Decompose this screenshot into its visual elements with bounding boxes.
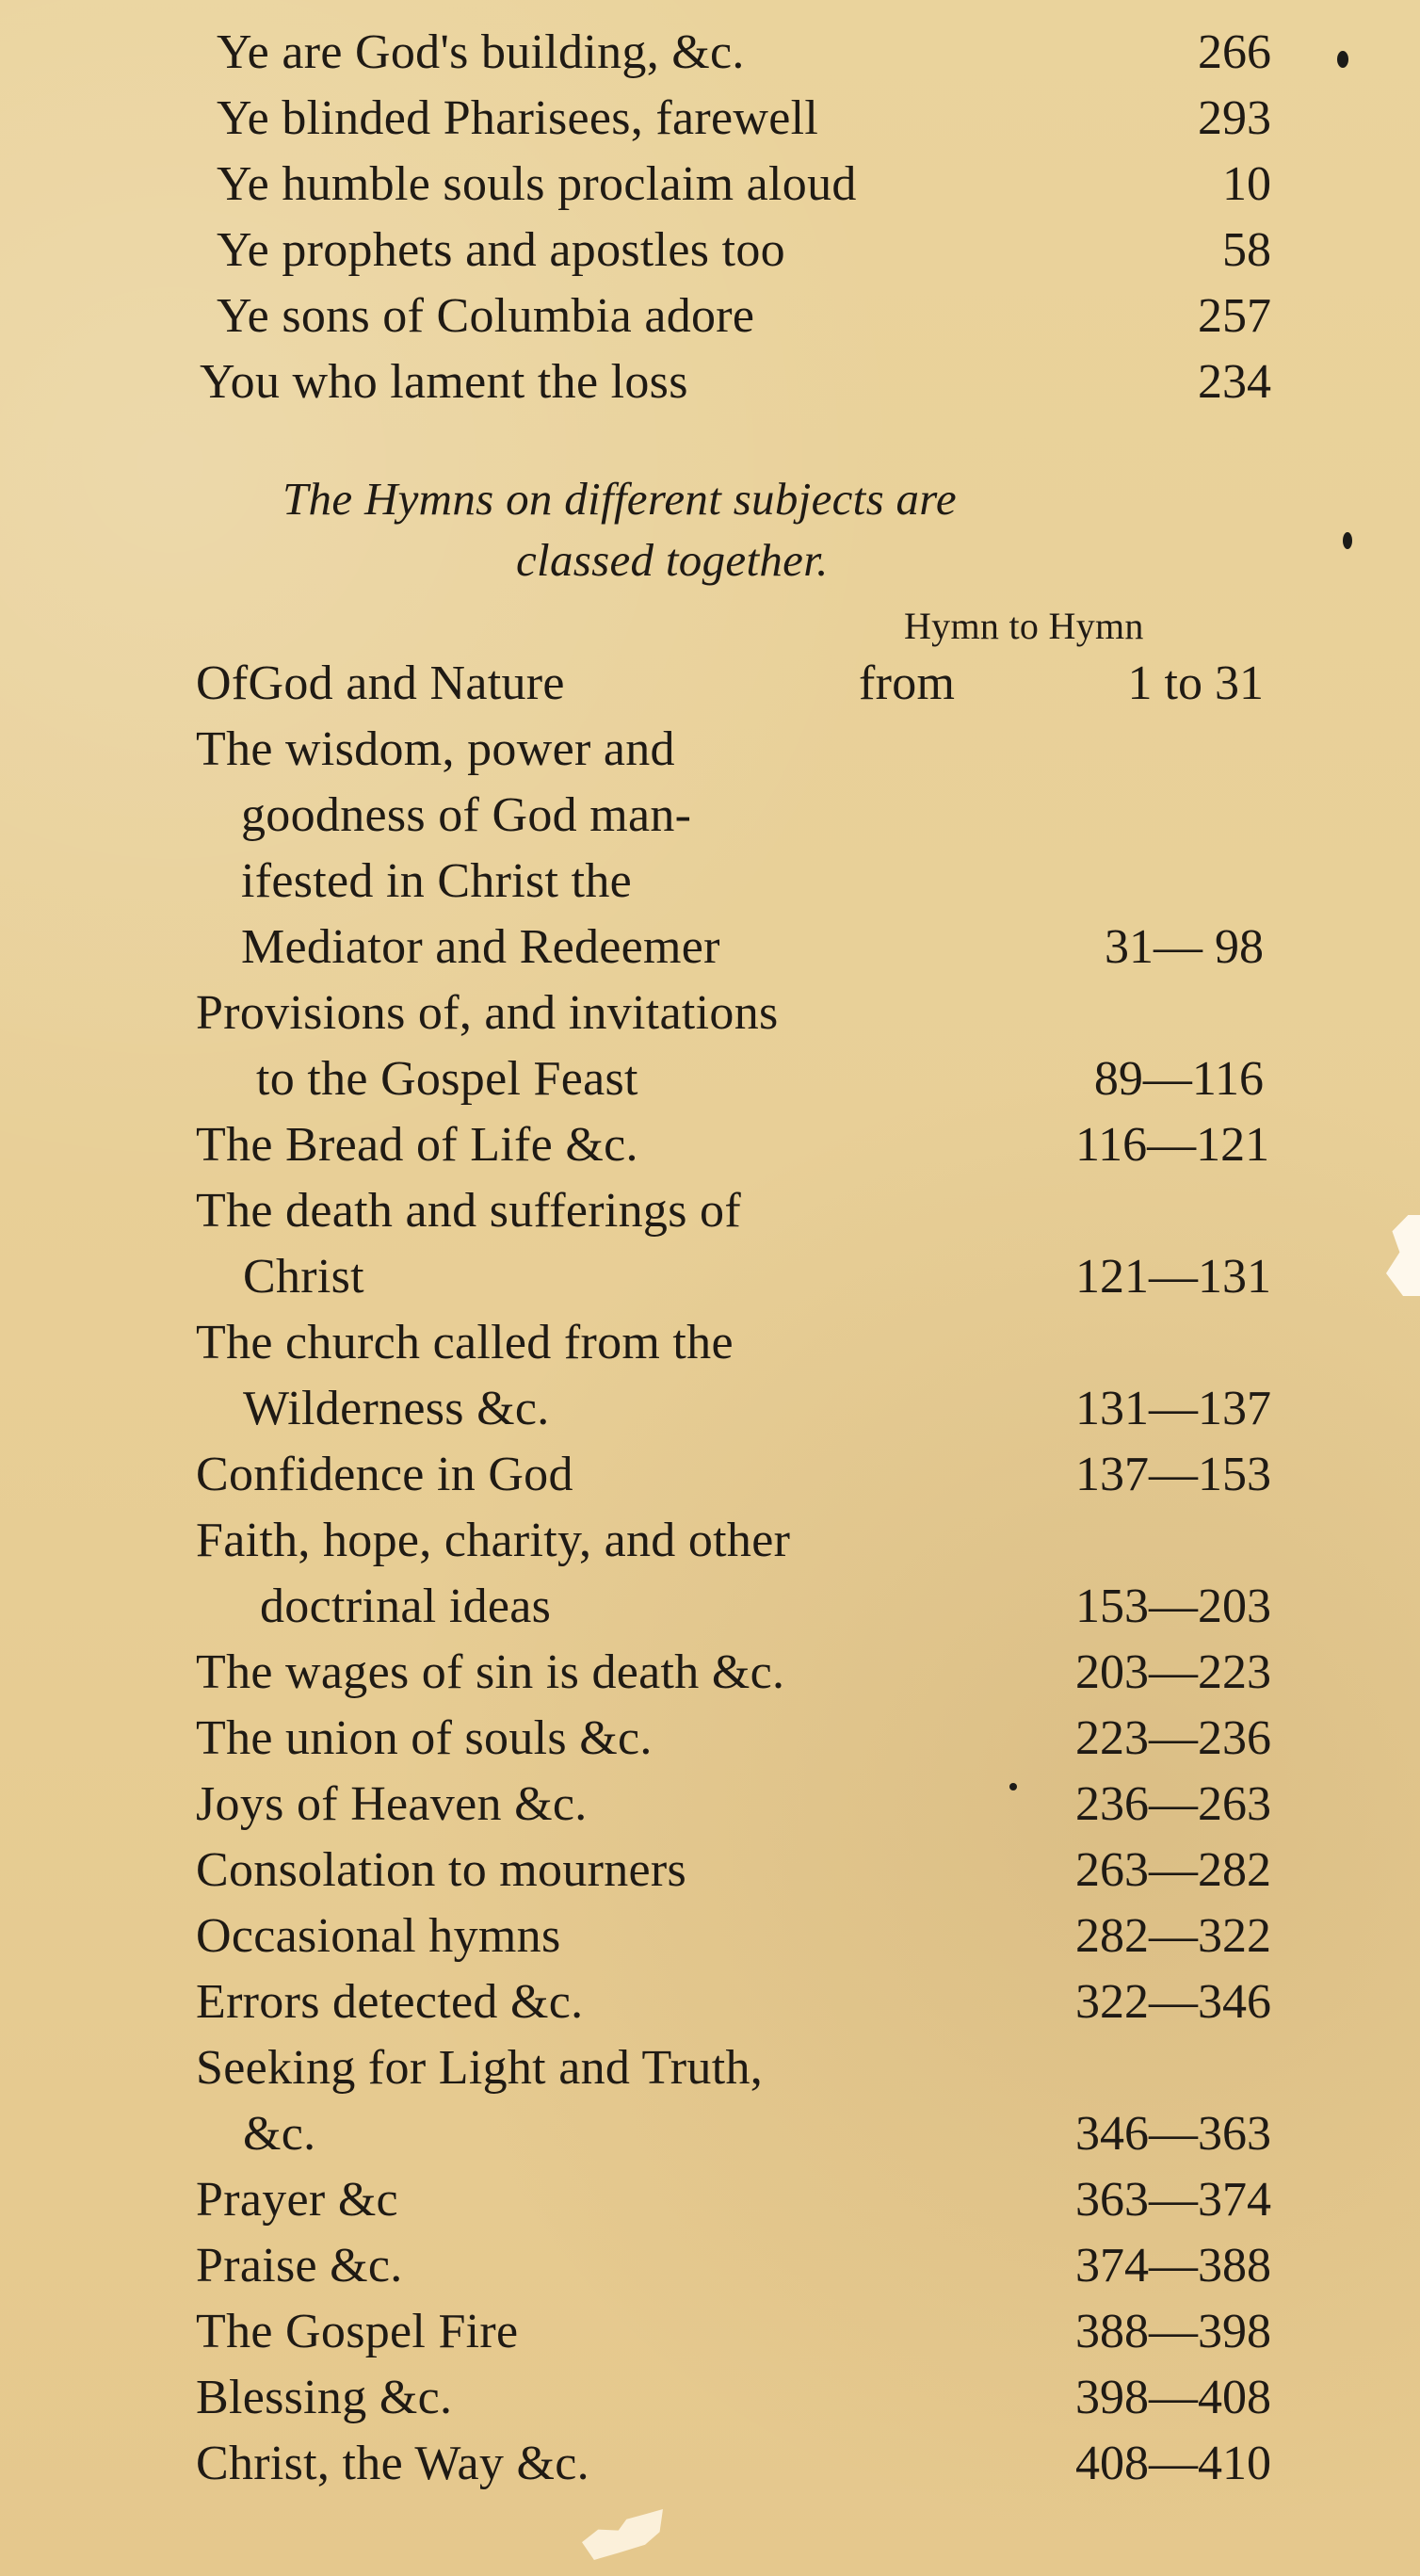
subject-2-line-2: goodness of God man-	[241, 788, 692, 842]
subject-heading-line-2: classed together.	[516, 534, 829, 586]
subject-3-line-1: Provisions of, and invitations	[196, 986, 779, 1040]
subject-18-range: 388—398	[1075, 2305, 1271, 2358]
range-column-header: Hymn to Hymn	[904, 605, 1144, 647]
subject-2-line-3: ifested in Christ the	[241, 854, 633, 908]
subject-6-line-1: The church called from the	[196, 1316, 734, 1369]
subject-1-from: from	[859, 656, 956, 710]
subject-11-range: 236—263	[1075, 1777, 1271, 1831]
top-entry-2-page: 293	[1198, 91, 1271, 145]
subject-15-range: 346—363	[1075, 2107, 1271, 2161]
subject-11-label: Joys of Heaven &c.	[196, 1777, 588, 1831]
subject-19-label: Blessing &c.	[196, 2371, 453, 2424]
subject-13-label: Occasional hymns	[196, 1909, 561, 1963]
subject-12-range: 263—282	[1075, 1843, 1271, 1897]
top-entry-6-page: 234	[1198, 355, 1271, 409]
subject-5-line-2: Christ	[243, 1250, 364, 1304]
ink-speck-right-margin	[1343, 532, 1352, 549]
page-tear-right	[1386, 1215, 1420, 1296]
top-entry-5-text: Ye sons of Columbia adore	[217, 289, 755, 343]
subject-3-range: 89—116	[1093, 1052, 1264, 1106]
top-entry-1-text: Ye are God's building, &c.	[217, 25, 745, 79]
subject-7-range: 137—153	[1075, 1448, 1271, 1501]
ink-speck-near-numbers	[1009, 1783, 1017, 1790]
subject-9-range: 203—223	[1075, 1645, 1271, 1699]
top-entry-2-text: Ye blinded Pharisees, farewell	[217, 91, 819, 145]
subject-2-line-4: Mediator and Redeemer	[241, 920, 720, 974]
subject-1-range: 1 to 31	[1127, 656, 1264, 710]
subject-10-label: The union of souls &c.	[196, 1711, 653, 1765]
subject-6-range: 131—137	[1075, 1382, 1271, 1435]
subject-5-range: 121—131	[1075, 1250, 1271, 1304]
subject-15-line-1: Seeking for Light and Truth,	[196, 2041, 764, 2095]
top-entry-3-page: 10	[1222, 157, 1271, 211]
subject-2-range: 31— 98	[1105, 920, 1264, 974]
subject-19-range: 398—408	[1075, 2371, 1271, 2424]
subject-14-label: Errors detected &c.	[196, 1975, 584, 2029]
subject-17-range: 374—388	[1075, 2239, 1271, 2292]
subject-16-label: Prayer &c	[196, 2173, 398, 2227]
subject-9-label: The wages of sin is death &c.	[196, 1645, 785, 1699]
subject-12-label: Consolation to mourners	[196, 1843, 687, 1897]
subject-4-label: The Bread of Life &c.	[196, 1118, 638, 1172]
subject-16-range: 363—374	[1075, 2173, 1271, 2227]
top-entry-4-page: 58	[1222, 223, 1271, 277]
subject-2-line-1: The wisdom, power and	[196, 722, 675, 776]
subject-18-label: The Gospel Fire	[196, 2305, 519, 2358]
page-bottom-mark	[582, 2509, 663, 2560]
top-entry-3-text: Ye humble souls proclaim aloud	[217, 157, 857, 211]
subject-6-line-2: Wilderness &c.	[243, 1382, 550, 1435]
top-entry-6-text: You who lament the loss	[200, 355, 688, 409]
subject-7-label: Confidence in God	[196, 1448, 573, 1501]
subject-14-range: 322—346	[1075, 1975, 1271, 2029]
subject-20-label: Christ, the Way &c.	[196, 2437, 589, 2490]
subject-heading-line-1: The Hymns on different subjects are	[282, 473, 957, 525]
subject-15-line-2: &c.	[243, 2107, 316, 2161]
subject-5-line-1: The death and sufferings of	[196, 1184, 741, 1238]
subject-20-range: 408—410	[1075, 2437, 1271, 2490]
subject-17-label: Praise &c.	[196, 2239, 403, 2292]
subject-8-line-2: doctrinal ideas	[260, 1580, 552, 1633]
subject-3-line-2: to the Gospel Feast	[256, 1052, 638, 1106]
top-entry-1-page: 266	[1198, 25, 1271, 79]
top-entry-5-page: 257	[1198, 289, 1271, 343]
subject-10-range: 223—236	[1075, 1711, 1271, 1765]
subject-13-range: 282—322	[1075, 1909, 1271, 1963]
subject-4-range: 116—121	[1075, 1118, 1270, 1172]
subject-8-line-1: Faith, hope, charity, and other	[196, 1514, 791, 1567]
top-entry-4-text: Ye prophets and apostles too	[217, 223, 785, 277]
ink-speck-top-right	[1337, 51, 1348, 68]
subject-8-range: 153—203	[1075, 1580, 1271, 1633]
subject-1-label: OfGod and Nature	[196, 656, 565, 710]
